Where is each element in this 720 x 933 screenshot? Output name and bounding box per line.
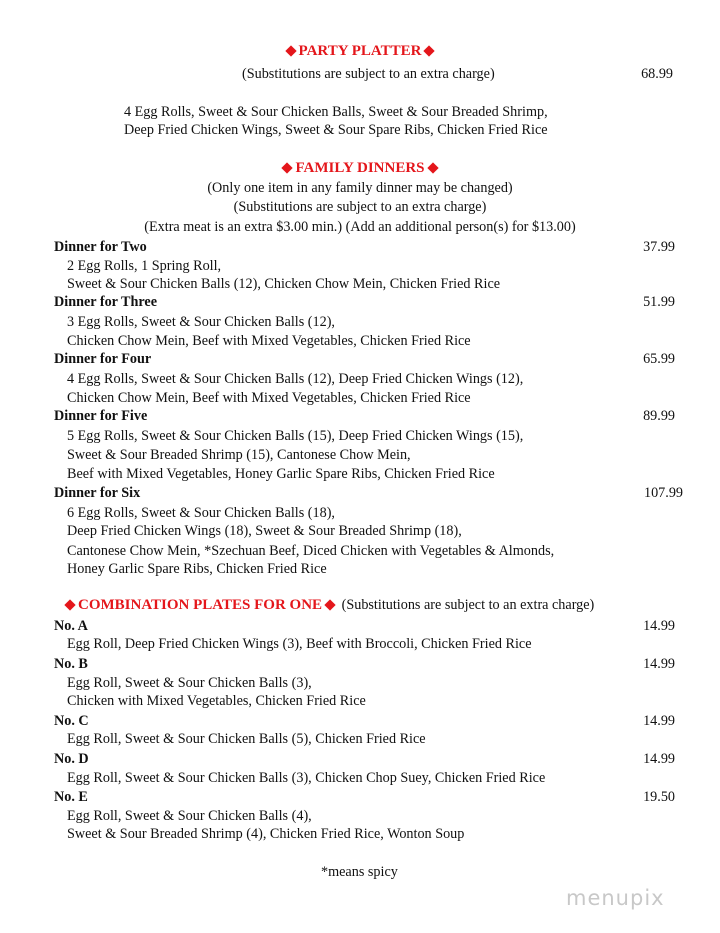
plate-items-line: Egg Roll, Sweet & Sour Chicken Balls (4), (67, 808, 312, 824)
dinner-price: 65.99 (643, 351, 675, 367)
family-dinners-title: FAMILY DINNERS (0, 159, 720, 177)
party-platter-note: (Substitutions are subject to an extra charge) (242, 66, 495, 82)
spicy-footnote: *means spicy (321, 864, 398, 880)
party-platter-title: PARTY PLATTER (0, 42, 720, 60)
diamond-icon (64, 599, 75, 610)
plate-name: No. D (54, 751, 89, 767)
family-dinners-note: (Only one item in any family dinner may be changed) (207, 180, 513, 196)
diamond-icon (424, 45, 435, 56)
plate-price: 14.99 (643, 713, 675, 729)
party-platter-items-line: Deep Fried Chicken Wings, Sweet & Sour Spare Ribs, Chicken Fried Rice (124, 122, 548, 138)
plate-price: 14.99 (643, 618, 675, 634)
plate-items-line: Egg Roll, Sweet & Sour Chicken Balls (5), Chicken Fried Rice (67, 731, 426, 747)
diamond-icon (285, 45, 296, 56)
plate-price: 14.99 (643, 656, 675, 672)
diamond-icon (427, 162, 438, 173)
dinner-items-line: 5 Egg Rolls, Sweet & Sour Chicken Balls (15), Deep Fried Chicken Wings (15), (67, 428, 524, 444)
dinner-price: 89.99 (643, 408, 675, 424)
dinner-items-line: 3 Egg Rolls, Sweet & Sour Chicken Balls (12), (67, 314, 335, 330)
plate-items-line: Egg Roll, Deep Fried Chicken Wings (3), Beef with Broccoli, Chicken Fried Rice (67, 636, 532, 652)
watermark-logo: menupix (566, 886, 665, 910)
dinner-items-line: Chicken Chow Mein, Beef with Mixed Vegetables, Chicken Fried Rice (67, 333, 471, 349)
diamond-icon (324, 599, 335, 610)
dinner-price: 51.99 (643, 294, 675, 310)
dinner-items-line: Beef with Mixed Vegetables, Honey Garlic Spare Ribs, Chicken Fried Rice (67, 466, 495, 482)
dinner-name: Dinner for Three (54, 294, 157, 310)
dinner-items-line: Sweet & Sour Chicken Balls (12), Chicken Chow Mein, Chicken Fried Rice (67, 276, 501, 292)
plate-name: No. A (54, 618, 88, 634)
plate-items-line: Sweet & Sour Breaded Shrimp (4), Chicken Fried Rice, Wonton Soup (67, 826, 465, 842)
dinner-price: 107.99 (643, 485, 683, 501)
dinner-items-line: Deep Fried Chicken Wings (18), Sweet & Sour Breaded Shrimp (18), (67, 523, 462, 539)
party-platter-price: 68.99 (641, 66, 673, 82)
dinner-items-line: 2 Egg Rolls, 1 Spring Roll, (67, 258, 222, 274)
dinner-items-line: 6 Egg Rolls, Sweet & Sour Chicken Balls (18), (67, 505, 335, 521)
plate-items-line: Chicken with Mixed Vegetables, Chicken Fried Rice (67, 693, 366, 709)
dinner-name: Dinner for Six (54, 485, 141, 501)
plate-items-line: Egg Roll, Sweet & Sour Chicken Balls (3), Chicken Chop Suey, Chicken Fried Rice (67, 770, 546, 786)
plate-name: No. B (54, 656, 88, 672)
plate-price: 14.99 (643, 751, 675, 767)
combination-header: COMBINATION PLATES FOR ONE (Substitutions are subject to an extra charge) (62, 596, 594, 614)
family-dinners-note: (Extra meat is an extra $3.00 min.) (Add an additional person(s) for $13.00) (144, 219, 576, 235)
dinner-name: Dinner for Two (54, 239, 147, 255)
combination-note: (Substitutions are subject to an extra charge) (341, 597, 595, 613)
diamond-icon (282, 162, 293, 173)
dinner-name: Dinner for Five (54, 408, 148, 424)
family-dinners-note: (Substitutions are subject to an extra charge) (233, 199, 487, 215)
dinner-price: 37.99 (643, 239, 675, 255)
plate-name: No. E (54, 789, 88, 805)
dinner-items-line: Chicken Chow Mein, Beef with Mixed Vegetables, Chicken Fried Rice (67, 390, 471, 406)
dinner-name: Dinner for Four (54, 351, 152, 367)
plate-name: No. C (54, 713, 89, 729)
plate-items-line: Egg Roll, Sweet & Sour Chicken Balls (3), (67, 675, 312, 691)
dinner-items-line: Honey Garlic Spare Ribs, Chicken Fried Rice (67, 561, 327, 577)
plate-price: 19.50 (643, 789, 675, 805)
party-platter-items-line: 4 Egg Rolls, Sweet & Sour Chicken Balls, Sweet & Sour Breaded Shrimp, (124, 104, 548, 120)
dinner-items-line: 4 Egg Rolls, Sweet & Sour Chicken Balls (12), Deep Fried Chicken Wings (12), (67, 371, 524, 387)
dinner-items-line: Sweet & Sour Breaded Shrimp (15), Cantonese Chow Mein, (67, 447, 411, 463)
dinner-items-line: Cantonese Chow Mein, *Szechuan Beef, Diced Chicken with Vegetables & Almonds, (67, 543, 555, 559)
